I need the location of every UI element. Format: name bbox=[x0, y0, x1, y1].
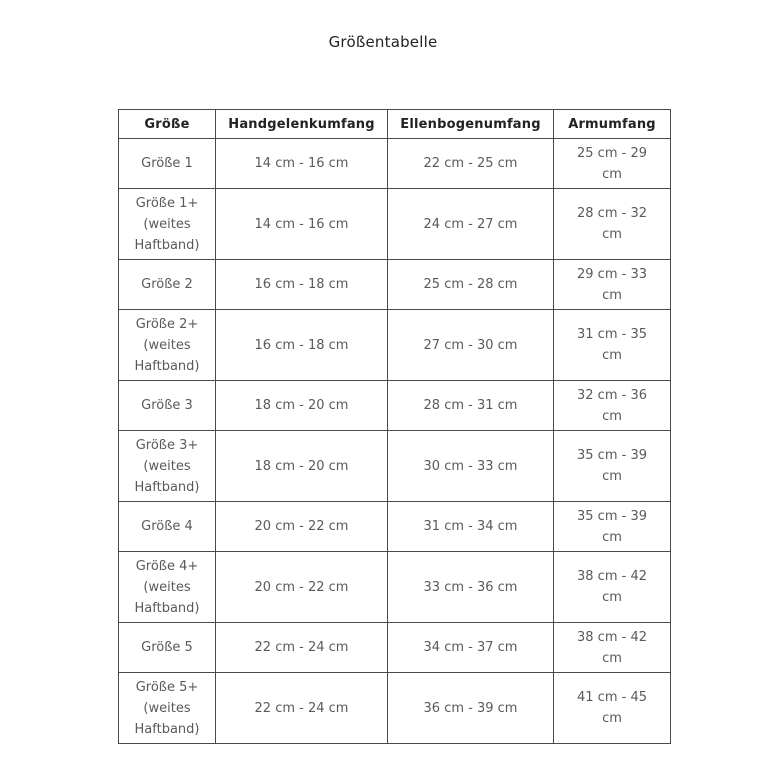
elbow-cell: 28 cm - 31 cm bbox=[388, 381, 554, 431]
table-row bbox=[119, 552, 671, 623]
size-cell bbox=[119, 260, 216, 310]
size-cell bbox=[119, 623, 216, 673]
size-cell bbox=[119, 381, 216, 431]
size-cell bbox=[119, 552, 216, 623]
elbow-cell: 31 cm - 34 cm bbox=[388, 502, 554, 552]
arm-cell bbox=[554, 552, 671, 623]
table-row bbox=[119, 431, 671, 502]
size-cell-line: Haftband) bbox=[134, 721, 200, 737]
arm-cell bbox=[554, 381, 671, 431]
elbow-cell: 24 cm - 27 cm bbox=[388, 189, 554, 260]
table-row bbox=[119, 502, 671, 552]
size-cell-line: Größe 2+ bbox=[135, 316, 199, 332]
elbow-cell: 27 cm - 30 cm bbox=[388, 310, 554, 381]
table-header-row bbox=[119, 110, 671, 139]
size-cell-line: Größe 4 bbox=[141, 519, 193, 534]
elbow-cell: 33 cm - 36 cm bbox=[388, 552, 554, 623]
arm-cell-line: cm bbox=[602, 287, 622, 303]
size-cell bbox=[119, 310, 216, 381]
arm-cell-line: cm bbox=[602, 408, 622, 424]
arm-cell-line: 32 cm - 36 bbox=[577, 387, 647, 403]
table-row bbox=[119, 260, 671, 310]
wrist-cell: 18 cm - 20 cm bbox=[216, 381, 388, 431]
page-title: Größentabelle bbox=[328, 33, 438, 51]
arm-cell-line: cm bbox=[602, 166, 622, 182]
table-row bbox=[119, 381, 671, 431]
wrist-cell: 20 cm - 22 cm bbox=[216, 502, 388, 552]
arm-cell-line: 35 cm - 39 bbox=[577, 448, 647, 463]
arm-cell-line: 38 cm - 42 bbox=[577, 569, 647, 584]
arm-cell-line: cm bbox=[602, 650, 622, 666]
arm-cell bbox=[554, 189, 671, 260]
size-cell-line: Haftband) bbox=[134, 358, 200, 374]
table-body bbox=[119, 139, 671, 744]
size-cell bbox=[119, 431, 216, 502]
size-cell-line: Größe 2 bbox=[141, 277, 193, 292]
header-size: Größe bbox=[119, 110, 216, 139]
size-cell-line: Größe 3 bbox=[141, 398, 193, 413]
header-elbow-circumference: Ellenbogenumfang bbox=[388, 110, 554, 139]
size-cell-line: (weites bbox=[143, 579, 191, 595]
table-row bbox=[119, 623, 671, 673]
size-cell-line: Größe 1 bbox=[141, 156, 193, 171]
arm-cell-line: 31 cm - 35 bbox=[577, 327, 647, 342]
size-cell bbox=[119, 139, 216, 189]
arm-cell bbox=[554, 139, 671, 189]
size-cell-line: Haftband) bbox=[134, 600, 200, 616]
elbow-cell: 30 cm - 33 cm bbox=[388, 431, 554, 502]
elbow-cell: 34 cm - 37 cm bbox=[388, 623, 554, 673]
size-cell-line: (weites bbox=[143, 458, 191, 474]
wrist-cell: 22 cm - 24 cm bbox=[216, 623, 388, 673]
wrist-cell: 16 cm - 18 cm bbox=[216, 310, 388, 381]
elbow-cell: 22 cm - 25 cm bbox=[388, 139, 554, 189]
size-cell bbox=[119, 502, 216, 552]
arm-cell-line: cm bbox=[602, 529, 622, 545]
table-row bbox=[119, 189, 671, 260]
size-cell-line: Größe 1+ bbox=[135, 195, 199, 211]
table-row bbox=[119, 673, 671, 744]
size-cell-line: Größe 4+ bbox=[135, 558, 199, 574]
header-wrist-circumference: Handgelenkumfang bbox=[216, 110, 388, 139]
size-cell bbox=[119, 673, 216, 744]
wrist-cell: 22 cm - 24 cm bbox=[216, 673, 388, 744]
size-cell-line: (weites bbox=[143, 216, 191, 232]
size-cell-line: (weites bbox=[143, 700, 191, 716]
wrist-cell: 14 cm - 16 cm bbox=[216, 189, 388, 260]
elbow-cell: 36 cm - 39 cm bbox=[388, 673, 554, 744]
wrist-cell: 14 cm - 16 cm bbox=[216, 139, 388, 189]
arm-cell-line: 28 cm - 32 bbox=[577, 206, 647, 221]
size-cell bbox=[119, 189, 216, 260]
wrist-cell: 16 cm - 18 cm bbox=[216, 260, 388, 310]
arm-cell-line: 29 cm - 33 bbox=[577, 266, 647, 282]
arm-cell bbox=[554, 260, 671, 310]
arm-cell-line: cm bbox=[602, 711, 622, 726]
size-chart-table bbox=[118, 109, 671, 744]
size-cell-line: Größe 5 bbox=[141, 640, 193, 655]
arm-cell bbox=[554, 623, 671, 673]
arm-cell bbox=[554, 310, 671, 381]
arm-cell-line: cm bbox=[602, 469, 622, 484]
wrist-cell: 18 cm - 20 cm bbox=[216, 431, 388, 502]
arm-cell-line: 38 cm - 42 bbox=[577, 629, 647, 645]
arm-cell-line: cm bbox=[602, 348, 622, 363]
table-row bbox=[119, 139, 671, 189]
arm-cell bbox=[554, 673, 671, 744]
table-row bbox=[119, 310, 671, 381]
size-cell-line: Haftband) bbox=[134, 479, 200, 495]
size-cell-line: Haftband) bbox=[134, 237, 200, 253]
arm-cell bbox=[554, 502, 671, 552]
size-cell-line: (weites bbox=[143, 337, 191, 353]
arm-cell-line: cm bbox=[602, 590, 622, 605]
wrist-cell: 20 cm - 22 cm bbox=[216, 552, 388, 623]
arm-cell-line: 25 cm - 29 bbox=[577, 145, 647, 161]
size-cell-line: Größe 3+ bbox=[135, 437, 199, 453]
arm-cell-line: 41 cm - 45 bbox=[577, 690, 647, 705]
arm-cell bbox=[554, 431, 671, 502]
arm-cell-line: cm bbox=[602, 227, 622, 242]
size-cell-line: Größe 5+ bbox=[135, 679, 199, 695]
header-arm-circumference: Armumfang bbox=[554, 110, 671, 139]
arm-cell-line: 35 cm - 39 bbox=[577, 508, 647, 524]
elbow-cell: 25 cm - 28 cm bbox=[388, 260, 554, 310]
